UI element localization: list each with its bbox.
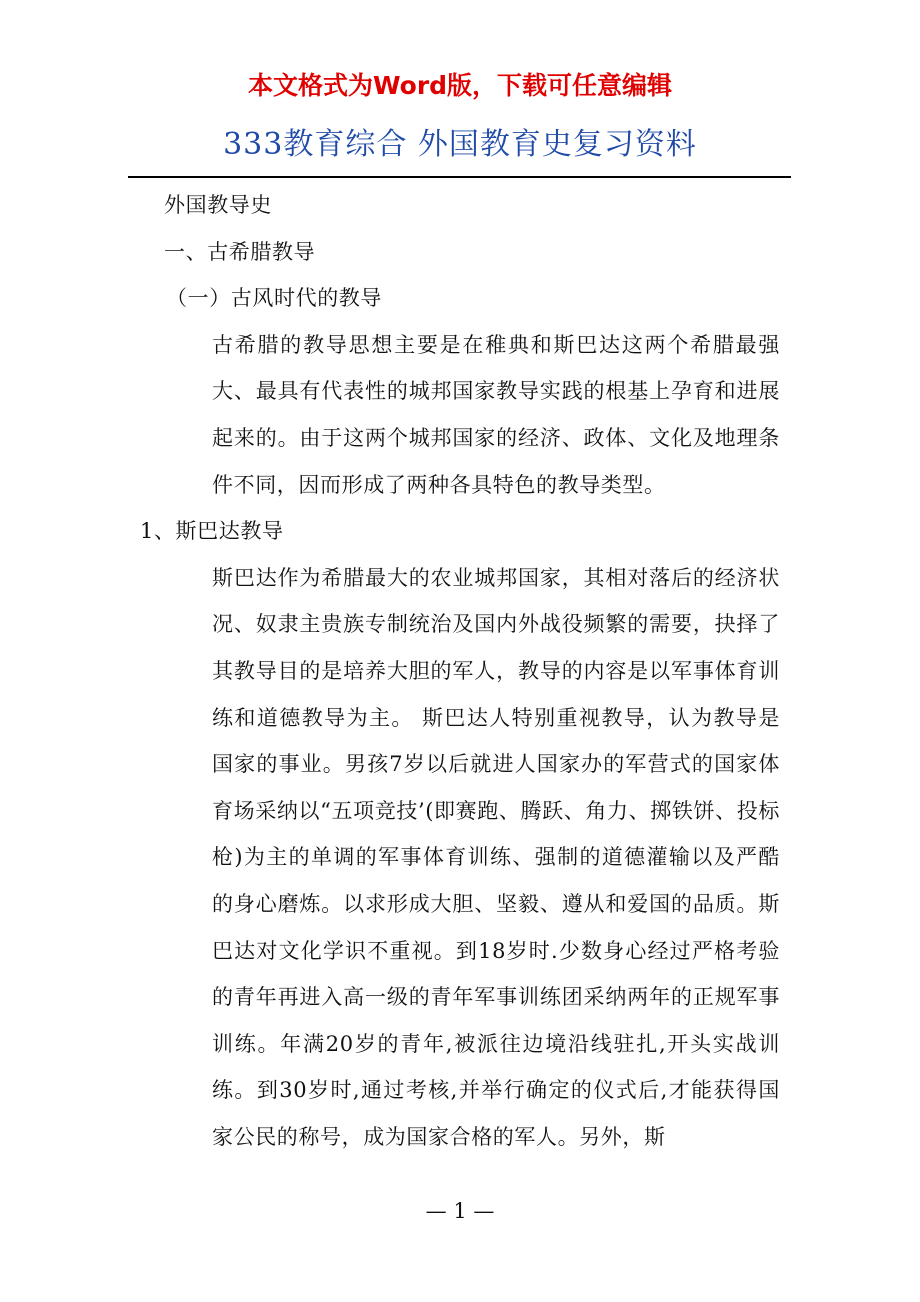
page-number: — 1 — bbox=[425, 1199, 495, 1223]
paragraph-sparta-education: 斯巴达作为希腊最大的农业城邦国家，其相对落后的经济状况、奴隶主贵族专制统治及国内外战役频繁的需要，抉择了其教导目的是培养大胆的军人，教导的内容是以军事体育训练和道德教导为主。 斯巴达人特别重视教导，认为教导是国家的事业。男孩7岁以后就进人国家办的军营式的国家体育场采纳以“五项竞技’(即赛跑、腾跃、角力、掷铁饼、投标枪)为主的单调的军事体育训练、强制的道德灌输以及严酷的身心磨炼。以求形成大胆、坚毅、遵从和爱国的品质。斯巴达对文化学识不重视。到18岁时.少数身心经过严格考验的青年再进入高一级的青年军事训练团采纳两年的正规军事训练。年满20岁的青年,被派往边境沿线驻扎,开头实战训练。到30岁时,通过考核,并举行确定的仪式后,才能获得国家公民的称号，成为国家合格的军人。另外，斯 bbox=[212, 565, 780, 1149]
paragraph-greek-education-overview: 古希腊的教导思想主要是在稚典和斯巴达这两个希腊最强大、最具有代表性的城邦国家教导实践的根基上孕育和进展起来的。由于这两个城邦国家的经济、政体、文化及地理条件不同，因而形成了两种各具特色的教导类型。 bbox=[212, 332, 780, 497]
title-divider bbox=[128, 176, 791, 178]
section-heading-ancient-greece: 一、古希腊教导 bbox=[164, 239, 316, 264]
subsection-heading-archaic-period: （一）古风时代的教导 bbox=[166, 286, 382, 311]
subsection-heading-sparta: 1、斯巴达教导 bbox=[140, 519, 284, 544]
document-body bbox=[140, 182, 780, 1160]
format-notice-banner: 本文格式为Word版，下载可任意编辑 bbox=[247, 71, 673, 100]
document-title: 333教育综合 外国教育史复习资料 bbox=[223, 127, 697, 162]
section-heading-foreign-education-history: 外国教导史 bbox=[164, 193, 272, 217]
